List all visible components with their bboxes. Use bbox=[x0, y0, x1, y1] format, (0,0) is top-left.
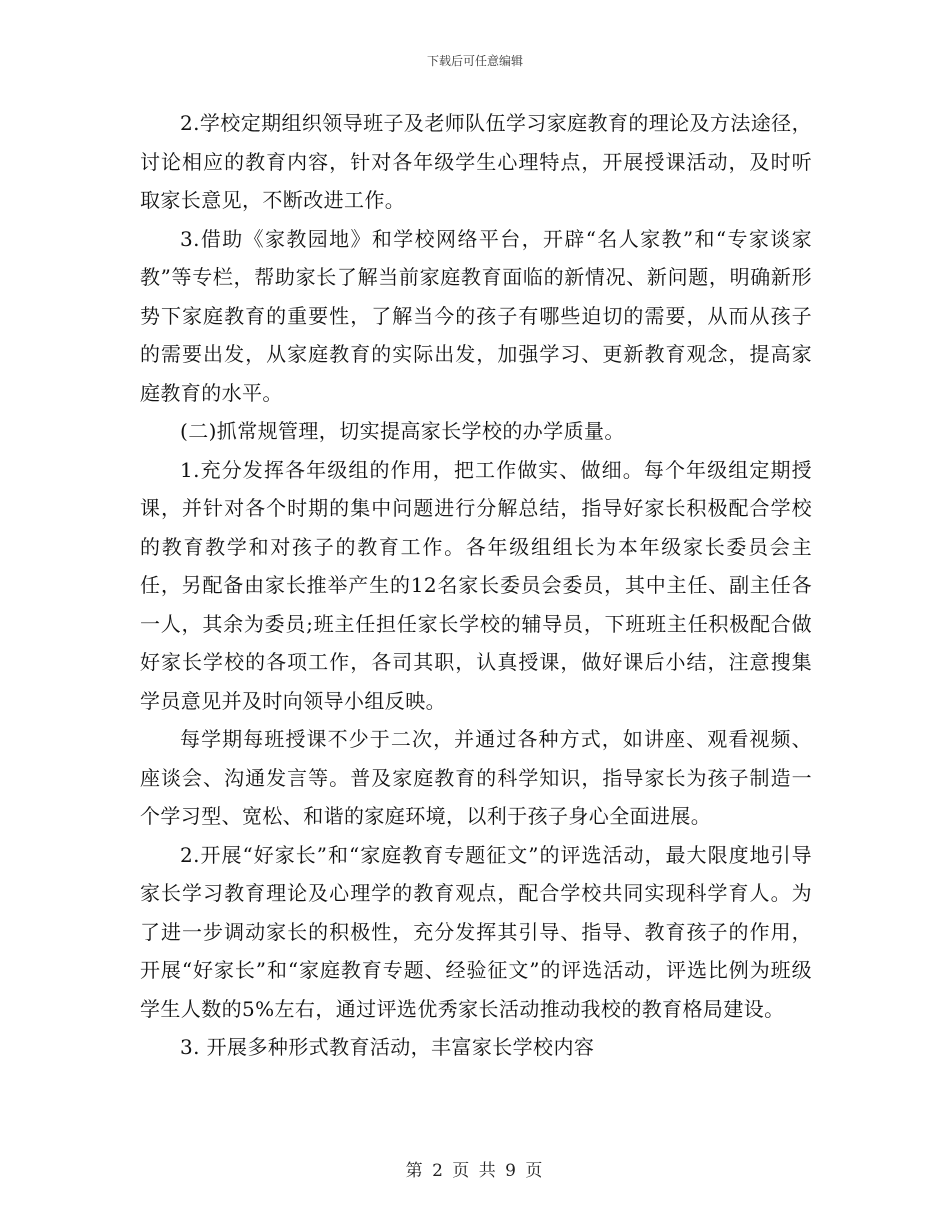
section-heading-routine-management: (二)抓常规管理，切实提高家长学校的办学质量。 bbox=[180, 419, 625, 443]
paragraph-item-3: 3.借助《家教园地》和学校网络平台，开辟“名人家教”和“专家谈家教”等专栏，帮助家长了解当前家庭教育面临的新情况、新问题，明确新形势下家庭教育的重要性，了解当今的孩子有哪些迫切的需要，从而从孩子的需要出发，从家庭教育的实际出发，加强学习、更新教育观念，提高家庭教育的水平。 bbox=[140, 226, 812, 405]
paragraph-item-3-activities: 3. 开展多种形式教育活动，丰富家长学校内容 bbox=[180, 1035, 595, 1059]
paragraph-item-2-selection: 2.开展“好家长”和“家庭教育专题征文”的评选活动，最大限度地引导家长学习教育理论及心理学的教育观点，配合学校共同实现科学育人。为了进一步调动家长的积极性，充分发挥其引导、指导、教育孩子的作用，开展“好家长”和“家庭教育专题、经验征文”的评选活动，评选比例为班级学生人数的5%左右，通过评选优秀家长活动推动我校的教育格局建设。 bbox=[140, 842, 812, 1021]
page-number-footer: 第 2 页 共 9 页 bbox=[405, 1161, 545, 1181]
paragraph-item-1: 1.充分发挥各年级组的作用，把工作做实、做细。每个年级组定期授课，并针对各个时期的集中问题进行分解总结，指导好家长积极配合学校的教育教学和对孩子的教育工作。各年级组组长为本年级家长委员会主任，另配备由家长推举产生的12名家长委员会委员，其中主任、副主任各一人，其余为委员;班主任担任家长学校的辅导员，下班班主任积极配合做好家长学校的各项工作，各司其职，认真授课，做好课后小结，注意搜集学员意见并及时向领导小组反映。 bbox=[140, 457, 812, 713]
page-header: 下载后可任意编辑 bbox=[426, 54, 523, 68]
paragraph-semester-lessons: 每学期每班授课不少于二次，并通过各种方式，如讲座、观看视频、座谈会、沟通发言等。普及家庭教育的科学知识，指导家长为孩子制造一个学习型、宽松、和谐的家庭环境，以利于孩子身心全面进展。 bbox=[140, 727, 812, 828]
document-body bbox=[140, 104, 812, 1067]
paragraph-item-2: 2.学校定期组织领导班子及老师队伍学习家庭教育的理论及方法途径，讨论相应的教育内容，针对各年级学生心理特点，开展授课活动，及时听取家长意见，不断改进工作。 bbox=[140, 111, 812, 212]
